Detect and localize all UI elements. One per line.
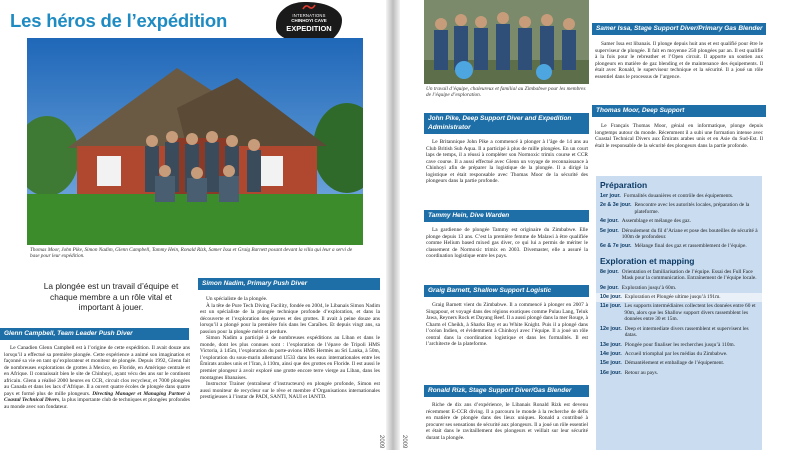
schedule-text: Accueil triomphal par les médias du Zimbabwe. <box>624 350 728 357</box>
schedule-text: Mélange final des gaz et rassemblement de l’équipe. <box>634 243 747 250</box>
right-page <box>400 0 790 450</box>
schedule-text: Rencontre avec les autorités locales, préparation de la plateforme. <box>634 202 750 215</box>
photo-caption: Thomas Moor, John Pike, Simon Nadim, Glenn Campbell, Tammy Hein, Ronald Rizk, Samer Issa et Graig Barnett posant devant la villa qui leur a servi de base pour leur expédition. <box>30 247 353 260</box>
schedule-text: Formalités douanières et contrôle des équipements. <box>623 193 734 199</box>
schedule-row <box>596 268 762 284</box>
schedule-row <box>596 242 762 251</box>
section-body-thomas <box>595 123 763 171</box>
schedule-row <box>596 325 762 341</box>
expedition-schedule <box>596 176 762 450</box>
schedule-row <box>596 217 762 226</box>
schedule-day: 8e jour. <box>600 268 619 275</box>
john-paragraph: Le Britannique John Pike a commencé à plonger à l’âge de 14 ans au Club British Sub Aqua. Il a participé à plus de mille plongées. En un court laps de temps, il a réussi à compléter son Normoxic trimix course et CCR cave course. Il a aussi effectué avec Glenn un voyage de reconnaissance à Chinhoyi afin de préparer la logistique de la plongée. Il a dirigé la logistique et était responsable avec Thomas Moor de la sécurité des plongeurs dans la partie profonde. <box>426 139 588 185</box>
schedule-row <box>596 284 762 293</box>
section-header-glenn: Glenn Campbell, Team Leader Push Diver <box>0 328 189 340</box>
schedule-day: 14e jour. <box>600 350 622 357</box>
schedule-day: 15e jour. <box>600 360 622 367</box>
simon-paragraph-3: Simon Nadim a participé à de nombreuses expéditions au Liban et dans le monde, dont les plus connues sont : l’exploration de l’épave de Tripoli HMS Victoria, à 145m, l’exploration du porte-avions HMS Hermès au Sri Lanka, à 50m, l’exploration du sous-marin allemand U533 dans les eaux internationales entre les Émirats arabes unis et l’Iran, à 110m, ainsi que des grottes en Floride. Il est aussi le premier plongeur à avoir exploré une grotte encore terre vierge au Liban, dans les montagnes libanaises. <box>200 335 380 381</box>
schedule-day: 9e jour. <box>600 284 619 291</box>
section-header-john: John Pike, Deep Support Diver and Expedition Administrator <box>424 113 589 134</box>
simon-paragraph-4: Instructor Trainer (entraîneur d’instructeurs) en plongée profonde, Simon est aussi moniteur de recycleur sur le rêve et membre d’Organisations internationales prestigieuses à l’instar de PADI, SANTI, NAUI et IANTD. <box>200 381 380 401</box>
section-header-simon: Simon Nadim, Primary Push Diver <box>198 278 380 290</box>
section-body-graig <box>426 302 588 376</box>
section-body-simon <box>200 296 380 450</box>
schedule-day: 11e jour. <box>600 303 622 310</box>
ronald-paragraph: Riche de dix ans d’expérience, le Libanais Ronald Rizk est devenu récemment E-CCR diving. Il a parcouru le monde à la recherche de défis en matière de plongée dans des lieux uniques. Ronald a contribué à procurer ses sensations de sécurité aux plongeurs. Il a joué un rôle essentiel et était dans le ravitaillement des plongeurs et veillait sur leur sécurité durant la plongée. <box>426 402 588 441</box>
schedule-exploration-title: Exploration et mapping <box>600 255 695 266</box>
glenn-role: Directing Manager et Managing Partner à Coastal Technical Divers <box>4 390 190 404</box>
schedule-row <box>596 201 762 217</box>
glenn-paragraph-end: , la plus importante club de techniques et plongées profondes au monde avec son fondateur. <box>4 397 190 410</box>
page-number-right: 2009 <box>401 434 407 448</box>
logo-line-1: INTERNATIONS <box>292 13 326 18</box>
schedule-day: 10e jour. <box>600 294 622 301</box>
schedule-row <box>596 302 762 324</box>
simon-paragraph-2: À la tête de Pure Tech Diving Facility, fondée en 2004, le Libanais Simon Nadim est un spécialiste de la plongée technique profonde d’exploration, et dans la découverte et l’exploration des épaves et des grottes. Il avait à peine douze ans lorsqu’il a plongé pour la première fois dans les Caraïbes. Et depuis vingt ans, sa passion pour la plongée mérit et perdure. <box>200 302 380 335</box>
schedule-row <box>596 350 762 359</box>
section-body-ronald <box>426 402 588 450</box>
schedule-text: Assemblage et mélange des gaz. <box>621 218 692 225</box>
section-body-glenn <box>4 345 190 450</box>
article-title: Les héros de l’expédition <box>10 10 228 31</box>
logo-line-2: CHINHOYI CAVE <box>291 18 327 23</box>
schedule-preparation-title: Préparation <box>600 180 648 190</box>
schedule-row <box>596 369 762 378</box>
schedule-text: Les supports intermédiaires collectent les données entre 60 et 90m, alors que les Shallow support divers rassemblent les données entre 30 et 15m. <box>624 303 756 323</box>
section-header-tammy: Tammy Hein, Dive Warden <box>424 210 589 222</box>
section-body-tammy <box>426 227 588 279</box>
schedule-day: 4e jour. <box>600 218 619 225</box>
schedule-day: 1er jour. <box>600 193 621 199</box>
schedule-day: 6e & 7e jour. <box>600 243 632 250</box>
section-header-thomas: Thomas Moor, Deep Support <box>592 105 766 117</box>
left-page <box>0 0 386 450</box>
schedule-day: 5e jour. <box>600 227 619 234</box>
schedule-exploration-list <box>596 268 762 378</box>
page-number-left: 2009 <box>378 434 384 448</box>
graig-paragraph: Graig Barnett vient du Zimbabwe. Il a commencé à plonger en 2007 à Singapour, et voyagé dans des régions exotiques comme Pulau Lang, Teluk Jawa, Reyners Rock et Dayang Reef. Il a aussi plongé dans la mer Rouge, à Charm el Cheikh, à Sharks Bay et au White Knight. Puis il a plongé dans l’océan Indien, et évidemment à Chinhoyi avec l’équipe. Il a joué un rôle central dans la coordination logistique et dans les formalités. Il est l’architecte de la plateforme. <box>426 302 588 348</box>
section-body-samer <box>595 41 763 99</box>
diver-icon <box>302 3 316 11</box>
schedule-day: 2e & 3e jour. <box>600 202 632 209</box>
logo-line-3: EXPEDITION <box>286 24 332 33</box>
schedule-row <box>596 192 762 201</box>
schedule-text: Retour au pays. <box>624 369 659 376</box>
schedule-text: Deep et intermediate divers rassemblent et supervisent les datas. <box>624 325 749 339</box>
schedule-text: Exploration et Plongée ultime jusqu’à 191m. <box>624 294 721 301</box>
thomas-paragraph: Le Français Thomas Moor, génial en informatique, plonge depuis longtemps autour du monde. Récemment il a subi une formation intense avec Coastal Technical Divers aux Émirats arabes unis et en Asie du Sud-Est. Il était le responsable de la sécurité des plongeurs dans la partie profonde. <box>595 123 763 149</box>
schedule-text: Déroulement du fil d’Ariane et pose des bouteilles de sécurité à 100m de profondeur. <box>621 227 758 241</box>
schedule-text: Orientation et familiarisation de l’équipe. Essai des Full Face Mask pour la communication. Entraînement de l’équipe locale. <box>621 268 757 282</box>
schedule-text: Exploration jusqu’à 60m. <box>621 284 677 291</box>
schedule-row <box>596 341 762 350</box>
team-group-photo <box>424 0 589 84</box>
glenn-paragraph: Le Canadien Glenn Campbell est à l’origine de cette expédition. Il avait douze ans lorsqu’il a effectué sa première plongée. Cette expérience a animé son imagination et façonné sa vie en tant qu’explorateur et moniteur de plongée. Depuis 1992, Glenn fait de nombreuses explorations de grottes à Mexico, en Floride, en Amérique centrale et en Afrique. Il connaissait bien le site de Chinhoyi, ayant vécu des ans sur le continent africain. Glenn a réalisé 2000 heures en CCR, circuit clos recycleur, et 7000 plongées au Canada et dans les lacs d’Afrique. Il a ouvert quatre écoles de plongée dans quatre pays et formé plus de mille plongeurs. <box>4 345 190 397</box>
book-gutter <box>386 0 400 450</box>
schedule-row <box>596 359 762 368</box>
section-header-graig: Graig Barnett, Shallow Support Logistic <box>424 285 589 297</box>
schedule-day: 12e jour. <box>600 325 622 332</box>
schedule-row <box>596 293 762 302</box>
samer-paragraph: Samer Issa est libanais. Il plonge depuis huit ans et est qualifié pour être le superviseur de plongée. Il fait en moyenne 250 plongées par an. Il est qualifié à la fois pour le rebreather et l’Open circuit. Il apporte un soutien aux plongeurs en matière de gaz blending et de maintenance des équipements. Il était avec Ronald, le superviseur technique et la sécurité. Il a joué un rôle essentiel dans le processus de l’argence. <box>595 41 763 80</box>
team-photo <box>27 38 363 245</box>
simon-paragraph-1: Un spécialiste de la plongée. <box>206 296 268 302</box>
schedule-day: 13e jour. <box>600 341 622 348</box>
section-body-john <box>426 139 588 205</box>
tammy-paragraph: La gardienne de plongée Tammy est originaire du Zimbabwe. Elle plonge depuis 13 ans. C’est la première femme de Malawi à être qualifiée comme Helium based mixed gas diver, ce qui lui a permis de mériter le classement de Normoxic trimix en 2003. Divemaster, elle a assuré la coordination logistique entre les pays. <box>426 227 588 260</box>
group-photo-caption: Un travail d’équipe, chaleureux et familial au Zimbabwe pour les membres de l’équipe d’exploration. <box>426 86 586 99</box>
pull-quote: La plongée est un travail d’équipe et chaque membre a un rôle vital et important à jouer. <box>43 281 179 313</box>
section-header-ronald: Ronald Rizk, Stage Support Diver/Gas Blender <box>424 385 589 397</box>
section-header-samer: Samer Issa, Stage Support Diver/Primary Gas Blender <box>592 23 766 35</box>
schedule-text: Démantèlement et emballage de l’équipement. <box>624 360 725 367</box>
schedule-preparation-list <box>596 192 762 252</box>
schedule-day: 16e jour. <box>600 369 622 376</box>
schedule-text: Plongée pour finaliser les recherches jusqu’à 110m. <box>624 341 736 348</box>
schedule-row <box>596 227 762 243</box>
